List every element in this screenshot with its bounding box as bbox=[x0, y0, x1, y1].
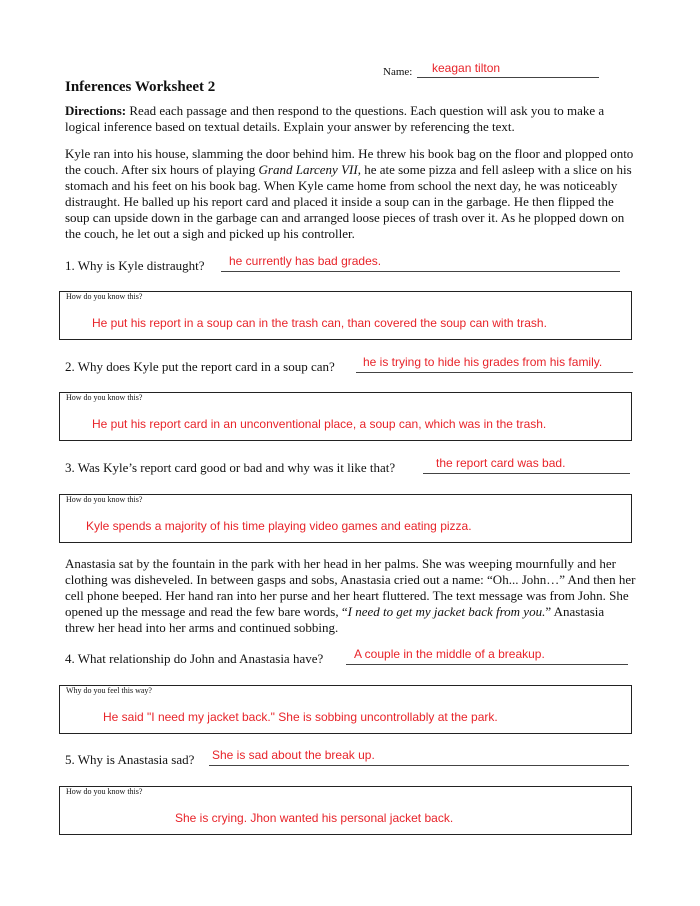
answer-4[interactable]: A couple in the middle of a breakup. bbox=[354, 647, 545, 661]
question-2 bbox=[65, 357, 633, 375]
answer-5-line bbox=[209, 765, 629, 766]
evidence-box-4-label: Why do you feel this way? bbox=[66, 686, 152, 695]
evidence-5[interactable]: She is crying. Jhon wanted his personal jacket back. bbox=[175, 811, 454, 825]
question-5 bbox=[65, 750, 629, 768]
evidence-box-2[interactable] bbox=[59, 392, 632, 441]
evidence-box-1[interactable] bbox=[59, 291, 632, 340]
directions-label: Directions: bbox=[65, 103, 127, 118]
evidence-2[interactable]: He put his report card in an unconventional place, a soup can, which was in the trash. bbox=[92, 417, 547, 431]
text-message-quote: I need to get my jacket back from you. bbox=[347, 604, 546, 619]
game-title: Grand Larceny VII bbox=[258, 162, 358, 177]
answer-3[interactable]: the report card was bad. bbox=[436, 456, 566, 470]
name-field[interactable] bbox=[383, 62, 599, 80]
evidence-box-5[interactable] bbox=[59, 786, 632, 835]
passage-kyle-part2: , he ate some pizza and fell asleep with a slice on his stomach and his feet on his book bag. When Kyle came home from school the next day, he was noticeably distraught. He balled up his report card and placed it inside a soup can in the garbage. He then flipped the soup can upside down in the garbage can and arranged loose pieces of trash over it. As he plopped down on the couch, he let out a sigh and picked up his controller. bbox=[65, 162, 632, 241]
passage-anastasia-part1: Anastasia sat by the fountain in the park with her head in her palms. She was weeping mournfully and her clothing was disheveled. In between gasps and sobs, Anastasia cried out a name: “Oh... John…” And then her cell phone beeped. Her hand ran into her purse and her heart fluttered. The text message was from John. She opened up the message and read the few bare words, “ bbox=[65, 556, 636, 619]
answer-5[interactable]: She is sad about the break up. bbox=[212, 748, 375, 762]
name-underline bbox=[417, 77, 599, 78]
passage-anastasia bbox=[65, 556, 637, 636]
name-value[interactable]: keagan tilton bbox=[432, 61, 501, 75]
directions-text: Read each passage and then respond to the questions. Each question will ask you to make a logical inference based on textual details. Explain your answer by referencing the text. bbox=[65, 103, 605, 134]
question-2-text: 2. Why does Kyle put the report card in a soup can? bbox=[65, 359, 335, 374]
evidence-box-3-label: How do you know this? bbox=[66, 495, 143, 504]
evidence-box-4[interactable] bbox=[59, 685, 632, 734]
question-3-text: 3. Was Kyle’s report card good or bad and why was it like that? bbox=[65, 460, 396, 475]
question-5-text: 5. Why is Anastasia sad? bbox=[65, 752, 195, 767]
question-4 bbox=[65, 649, 628, 667]
answer-4-line bbox=[346, 664, 628, 665]
worksheet-title: Inferences Worksheet 2 bbox=[65, 79, 216, 95]
question-4-text: 4. What relationship do John and Anastasia have? bbox=[65, 651, 324, 666]
passage-kyle bbox=[65, 146, 637, 242]
evidence-1[interactable]: He put his report in a soup can in the trash can, than covered the soup can with trash. bbox=[92, 316, 547, 330]
question-3 bbox=[65, 458, 630, 476]
answer-3-line bbox=[423, 473, 630, 474]
answer-2[interactable]: he is trying to hide his grades from his family. bbox=[363, 355, 603, 369]
name-label: Name: bbox=[383, 66, 413, 78]
answer-1-line bbox=[221, 271, 620, 272]
passage-anastasia-part2: ” Anastasia threw her head into her arms and continued sobbing. bbox=[65, 604, 605, 635]
question-1 bbox=[65, 256, 620, 274]
passage-kyle-part1: Kyle ran into his house, slamming the door behind him. He threw his book bag on the floor and plopped onto the couch. After six hours of playing bbox=[65, 146, 634, 177]
question-1-text: 1. Why is Kyle distraught? bbox=[65, 258, 205, 273]
evidence-box-5-label: How do you know this? bbox=[66, 787, 143, 796]
evidence-box-2-label: How do you know this? bbox=[66, 393, 143, 402]
evidence-box-1-label: How do you know this? bbox=[66, 292, 143, 301]
answer-2-line bbox=[356, 372, 633, 373]
evidence-4[interactable]: He said "I need my jacket back." She is sobbing uncontrollably at the park. bbox=[103, 710, 498, 724]
evidence-box-3[interactable] bbox=[59, 494, 632, 543]
evidence-3[interactable]: Kyle spends a majority of his time playing video games and eating pizza. bbox=[86, 519, 472, 533]
directions bbox=[65, 103, 637, 135]
answer-1[interactable]: he currently has bad grades. bbox=[229, 254, 382, 268]
